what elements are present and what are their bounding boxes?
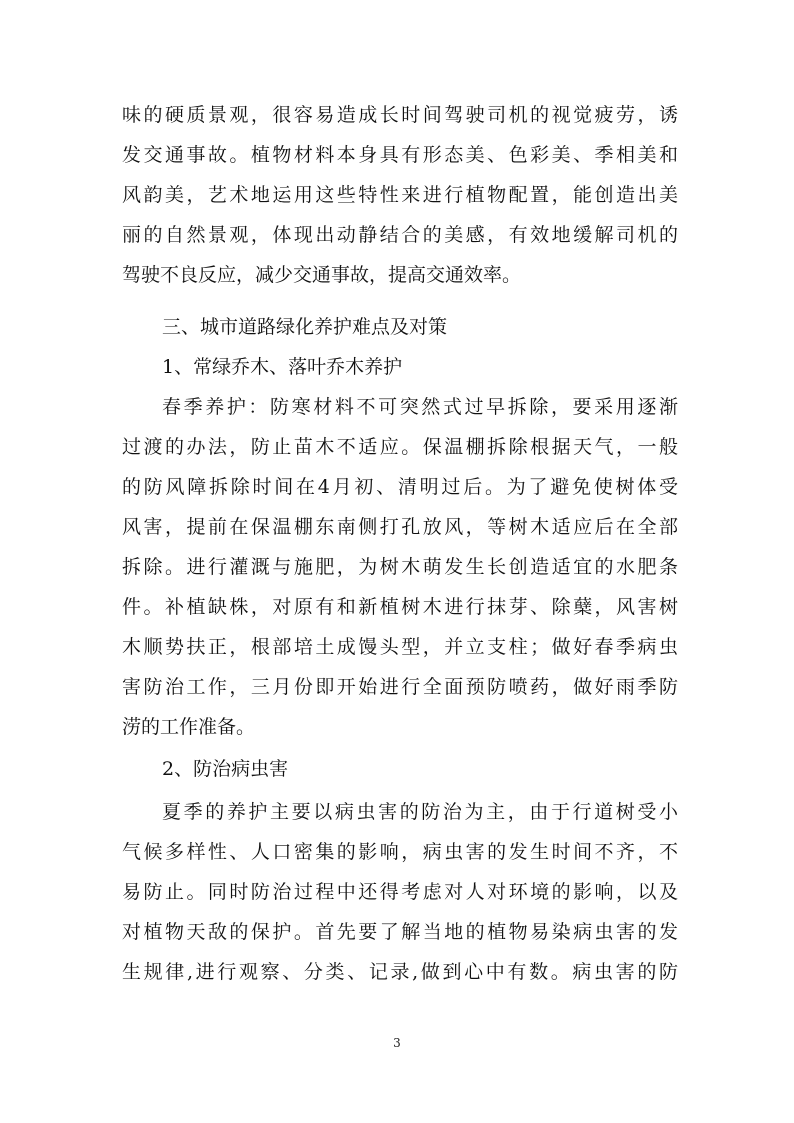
text-line: 害防治工作，三月份即开始进行全面预防喷药，做好雨季防 — [122, 676, 678, 698]
text-line: 丽的自然景观，体现出动静结合的美感，有效地缓解司机的 — [122, 224, 678, 246]
text-line: 涝的工作准备。 — [122, 716, 256, 738]
text-line: 气候多样性、人口密集的影响，病虫害的发生时间不齐，不 — [122, 841, 678, 863]
text-line: 驾驶不良反应，减少交通事故，提高交通效率。 — [122, 264, 522, 286]
text-line: 拆除。进行灌溉与施肥，为树木萌发生长创造适宜的水肥条 — [122, 556, 678, 578]
subsection-heading: 1、常绿乔木、落叶乔木养护 — [162, 356, 403, 378]
text-line: 发交通事故。植物材料本身具有形态美、色彩美、季相美和 — [122, 144, 678, 166]
text-line: 的防风障拆除时间在4月初、清明过后。为了避免使树体受 — [122, 476, 678, 498]
text-line: 件。补植缺株，对原有和新植树木进行抹芽、除蘖，风害树 — [122, 596, 678, 618]
text-line: 夏季的养护主要以病虫害的防治为主，由于行道树受小 — [162, 801, 678, 823]
text-line: 生规律,进行观察、分类、记录,做到心中有数。病虫害的防 — [122, 961, 678, 983]
text-line: 木顺势扶正，根部培土成馒头型，并立支柱；做好春季病虫 — [122, 636, 678, 658]
text-line: 味的硬质景观，很容易造成长时间驾驶司机的视觉疲劳，诱 — [122, 104, 678, 126]
section-heading: 三、城市道路绿化养护难点及对策 — [162, 316, 448, 338]
text-line: 过渡的办法，防止苗木不适应。保温棚拆除根据天气，一般 — [122, 436, 678, 458]
subsection-heading: 2、防治病虫害 — [162, 758, 289, 780]
text-line: 风韵美，艺术地运用这些特性来进行植物配置，能创造出美 — [122, 184, 678, 206]
text-line: 春季养护：防寒材料不可突然式过早拆除，要采用逐渐 — [162, 396, 678, 418]
page-number: 3 — [393, 1036, 401, 1050]
text-line: 风害，提前在保温棚东南侧打孔放风，等树木适应后在全部 — [122, 516, 678, 538]
text-line: 对植物天敌的保护。首先要了解当地的植物易染病虫害的发 — [122, 921, 678, 943]
text-line: 易防止。同时防治过程中还得考虑对人对环境的影响，以及 — [122, 881, 678, 903]
